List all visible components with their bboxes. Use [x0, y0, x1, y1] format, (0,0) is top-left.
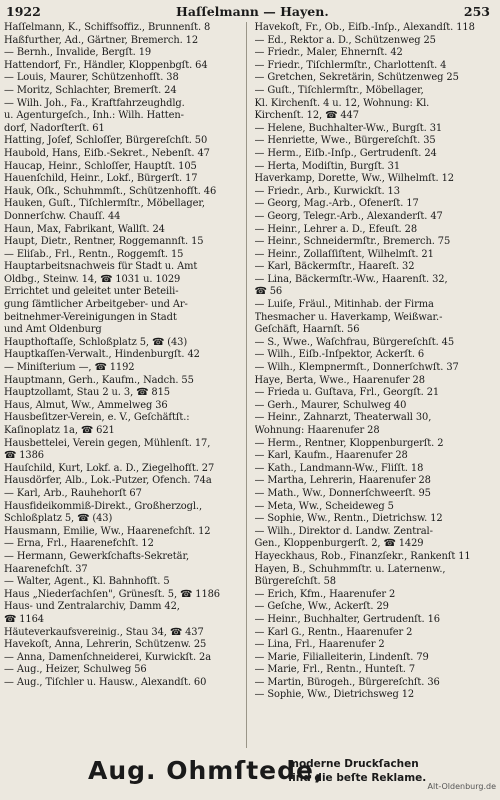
directory-entry-line: Hatting, Joſef, Schloſſer, Bürgereſchſt. 50 [4, 135, 208, 147]
directory-entry-line: Haverkamp, Dorette, Ww., Wilhelmſt. 12 [254, 173, 454, 185]
directory-entry-line: ☎ 1164 [4, 613, 44, 625]
directory-entry-line: Hauptmann, Gerh., Kaufm., Nadch. 55 [4, 374, 194, 386]
directory-entry-line: Haus, Almut, Ww., Ammelweg 36 [4, 399, 168, 411]
directory-entry-line: — Heinr., Schneidermſtr., Bremerch. 75 [254, 236, 451, 248]
directory-entry-line: Haye, Berta, Wwe., Haarenufer 28 [254, 374, 425, 386]
advertisement-footer [0, 752, 500, 792]
directory-entry-line: Haus- und Zentralarchiv, Damm 42, [4, 601, 180, 613]
directory-entry-line: — Erna, Frl., Haarenefchſt. 12 [4, 538, 154, 550]
directory-entry-line: Haus „Niederſachſen", Grünesſt. 5, ☎ 1186 [4, 588, 220, 600]
directory-entry-line: Kl. Kirchenſt. 4 u. 12, Wohnung: Kl. [254, 97, 430, 109]
directory-entry-line: u. Agenturgeſch., Inh.: Wilh. Hatten- [4, 110, 184, 122]
directory-entry-line: Haſſelmann, K., Schiffsoffiz., Brunnenſt. 8 [4, 22, 211, 33]
directory-entry-line: — Karl, Bäckermſtr., Haareſt. 32 [254, 261, 415, 273]
directory-entry-line: — Wilh. Joh., Fa., Kraftfahrzeughdlg. [4, 97, 185, 109]
directory-entry-line: — Karl, Arb., Rauhehorſt 67 [4, 487, 142, 499]
page-header [6, 4, 490, 20]
directory-entry-line: Hauptzollamt, Stau 2 u. 3, ☎ 815 [4, 387, 170, 399]
directory-entry-line: — Wilh., Klempnermſt., Donnerſchwſt. 37 [254, 362, 459, 374]
directory-entry-line: Donnerſchw. Chauſſ. 44 [4, 210, 121, 222]
directory-entry-line: — Martin, Bürogeh., Bürgereſchſt. 36 [254, 676, 440, 688]
directory-entry-line: — Meta, Ww., Scheideweg 5 [254, 500, 394, 512]
directory-entry-line: Hausmann, Emilie, Ww., Haarenefchſt. 12 [4, 525, 211, 537]
directory-entry-line: Hayeckhaus, Rob., Finanzſekr., Rankenſt 11 [254, 550, 471, 562]
directory-entry-line: — Geſche, Ww., Ackerſt. 29 [254, 601, 389, 613]
directory-entry-line: gung ſämtlicher Arbeitgeber- und Ar- [4, 299, 188, 311]
directory-entry-line: — Lina, Frl., Haarenufer 2 [254, 639, 385, 651]
directory-entry-line: Oldbg., Steinw. 14, ☎ 1031 u. 1029 [4, 273, 181, 285]
directory-entry-line: Haarenefchſt. 37 [4, 563, 88, 575]
directory-entry-line: — Herta, Modiſtin, Burgſt. 31 [254, 160, 401, 172]
directory-entry-line: — Kath., Landmann-Ww., Fliſſt. 18 [254, 462, 424, 474]
directory-entry-line: — Hermann, Gewerkſchafts-Sekretär, [4, 550, 190, 562]
directory-entry-line: — Karl, Kaufm., Haarenufer 28 [254, 450, 408, 462]
directory-entry-line: — Miniſterium —, ☎ 1192 [4, 362, 135, 374]
directory-entry-line: — Aug., Tiſchler u. Hausw., Alexandſt. 60 [4, 676, 207, 688]
directory-entry-line: Hayen, B., Schuhmmſtr. u. Laternenw., [254, 563, 446, 575]
directory-entry-line: — Sophie, Ww., Rentn., Dietrichsw. 12 [254, 513, 443, 525]
directory-entry-line: Bürgereſchſt. 58 [254, 576, 336, 588]
directory-entry-line: und Amt Oldenburg [4, 324, 102, 336]
directory-entry-line: — Wilh., Eiſb.-Inſpektor, Ackerſt. 6 [254, 349, 425, 361]
directory-entry-line: Haun, Max, Fabrikant, Wallſt. 24 [4, 223, 165, 235]
directory-entry-line: — Aug., Heizer, Schulweg 56 [4, 664, 147, 676]
directory-entry-line: — Walter, Agent., Kl. Bahnhofſt. 5 [4, 576, 170, 588]
directory-entry-line: — Moritz, Schlachter, Bremerſt. 24 [4, 84, 177, 96]
directory-entry-line: Hausfideikommiß-Direkt., Großherzogl., [4, 500, 203, 512]
directory-entry-line: Havekoſt, Anna, Lehrerin, Schützenw. 25 [4, 639, 207, 651]
directory-entry-line: Hauk, Oſk., Schuhmmſt., Schützenhofſt. 46 [4, 185, 217, 197]
directory-entry-line: — Friedr., Tiſchlermſtr., Charlottenſt. 4 [254, 59, 447, 71]
watermark-text: Alt-Oldenburg.de [427, 782, 496, 791]
directory-entry-line: Schloßplatz 5, ☎ (43) [4, 513, 113, 525]
directory-entry-line: — Sophie, Ww., Dietrichsweg 12 [254, 689, 415, 701]
directory-entry-line: — Herm., Rentner, Kloppenburgerſt. 2 [254, 437, 444, 449]
advertisement-line-1: moderne Druckſachen [288, 758, 419, 770]
page-number: 253 [463, 4, 490, 19]
directory-entry-line: beitnehmer-Vereinigungen in Stadt [4, 311, 177, 323]
directory-entry-line: — Georg, Telegr.-Arb., Alexanderſt. 47 [254, 210, 443, 222]
directory-columns [4, 22, 494, 748]
directory-entry-line: — Gerh., Maurer, Schulweg 40 [254, 399, 407, 411]
directory-entry-line: dorf, Nadorſterſt. 61 [4, 122, 105, 134]
directory-entry-line: — Henriette, Wwe., Bürgereſchſt. 35 [254, 135, 436, 147]
directory-entry-line: — Gretchen, Sekretärin, Schützenweg 25 [254, 72, 459, 84]
column-divider [246, 22, 247, 748]
page-year: 1922 [6, 4, 41, 19]
directory-entry-line: Hausdörfer, Alb., Lok.-Putzer, Ofench. 74a [4, 475, 212, 487]
directory-entry-line: — Frieda u. Guſtava, Frl., Georgſt. 21 [254, 387, 440, 399]
directory-entry-line: — Luiſe, Fräul., Mitinhab. der Firma [254, 299, 434, 311]
directory-entry-line: Hauptarbeitsnachweis für Stadt u. Amt [4, 261, 198, 273]
directory-entry-line: — Erich, Kfm., Haarenufer 2 [254, 588, 396, 600]
right-column [249, 22, 495, 748]
directory-entry-line: Hauptkaſſen-Verwalt., Hindenburgſt. 42 [4, 349, 200, 361]
directory-entry-line: — Eliſab., Frl., Rentn., Roggemſt. 15 [4, 248, 184, 260]
directory-entry-line: Häuteverkaufsvereinig., Stau 34, ☎ 437 [4, 626, 204, 638]
directory-entry-line: Haucap, Heinr., Schloſſer, Hauptſt. 105 [4, 160, 197, 172]
directory-entry-line: — Bernh., Invalide, Bergſt. 19 [4, 47, 152, 59]
directory-entry-line: — Martha, Lehrerin, Haarenufer 28 [254, 475, 431, 487]
directory-entry-line: — Friedr., Arb., Kurwickſt. 13 [254, 185, 400, 197]
directory-entry-line: — Friedr., Maler, Ehnernſt. 42 [254, 47, 403, 59]
directory-entry-line: — Marie, Frl., Rentn., Hunteſt. 7 [254, 664, 416, 676]
directory-entry-line: Hattendorf, Fr., Händler, Kloppenbgſt. 64 [4, 59, 208, 71]
directory-entry-line: — Heinr., Buchhalter, Gertrudenſt. 16 [254, 613, 440, 625]
directory-entry-line: Hauenſchild, Heinr., Lokf., Bürgerſt. 17 [4, 173, 198, 185]
directory-entry-line: — Guſt., Tiſchlermſtr., Möbellager, [254, 84, 424, 96]
directory-entry-line: — Math., Ww., Donnerſchweerſt. 95 [254, 487, 431, 499]
directory-entry-line: — Karl G., Rentn., Haarenufer 2 [254, 626, 413, 638]
directory-entry-line: Geſchäft, Haarnſt. 56 [254, 324, 360, 336]
directory-entry-line: — Marie, Filialleiterin, Lindenſt. 79 [254, 651, 429, 663]
directory-entry-line: — Wilh., Direktor d. Landw. Zentral- [254, 525, 433, 537]
directory-entry-line: Wohnung: Haarenufer 28 [254, 425, 380, 436]
directory-entry-line: — Helene, Buchhalter-Ww., Burgſt. 31 [254, 122, 443, 134]
directory-entry-line: — Georg, Mag.-Arb., Ofenerſt. 17 [254, 198, 419, 210]
advertisement-line-2: find die beſte Reklame. [288, 772, 427, 784]
directory-entry-line: — Heinr., Zollaſſiſtent, Wilhelmſt. 21 [254, 248, 434, 260]
directory-entry-line: Hauſchild, Kurt, Lokf. a. D., Ziegelhofſt. 27 [4, 462, 215, 474]
directory-entry-line: Haßfurther, Ad., Gärtner, Bremerch. 12 [4, 34, 199, 46]
directory-entry-line: Errichtet und geleitet unter Beteili- [4, 286, 179, 298]
directory-entry-line: — Heinr., Lehrer a. D., Efeuſt. 28 [254, 223, 418, 235]
directory-entry-line: Hausbeſitzer-Verein, e. V., Geſchäftſt.: [4, 412, 190, 424]
directory-entry-line: Gen., Kloppenburgerſt. 2, ☎ 1429 [254, 538, 424, 550]
directory-entry-line: ☎ 56 [254, 286, 283, 298]
directory-entry-line: Hausbettelei, Verein gegen, Mühlenſt. 17, [4, 437, 211, 449]
directory-entry-line: Haubold, Hans, Eiſb.-Sekret., Nebenſt. 47 [4, 147, 210, 159]
directory-entry-line: Thesmacher u. Haverkamp, Weißwar.- [254, 311, 443, 323]
directory-entry-line: Haupthoftaſſe, Schloßplatz 5, ☎ (43) [4, 336, 188, 348]
directory-entry-line: — Lina, Bäckermſtr.-Ww., Haarenſt. 32, [254, 273, 448, 285]
directory-entry-line: — Herm., Eiſb.-Inſp., Gertrudenſt. 24 [254, 147, 437, 159]
directory-entry-line: Havekoſt, Fr., Ob., Eiſb.-Inſp., Alexandſt. 118 [254, 22, 475, 33]
directory-entry-line: Kirchenſt. 12, ☎ 447 [254, 110, 359, 122]
directory-entry-line: Haupt, Dietr., Rentner, Roggemannſt. 15 [4, 236, 204, 248]
directory-entry-line: — S., Wwe., Waſchfrau, Bürgereſchſt. 45 [254, 336, 455, 348]
directory-entry-line: Kaſinoplatz 1a, ☎ 621 [4, 425, 115, 436]
left-column [4, 22, 244, 748]
directory-entry-line: — Ed., Rektor a. D., Schützenweg 25 [254, 34, 436, 46]
page-title: Haſſelmann — Hayen. [176, 4, 329, 19]
advertiser-name: Aug. Ohmſtede, [88, 756, 325, 785]
directory-entry-line: Hauken, Guſt., Tiſchlermſtr., Möbellager, [4, 198, 205, 210]
directory-entry-line: — Louis, Maurer, Schützenhofſt. 38 [4, 72, 179, 84]
directory-entry-line: ☎ 1386 [4, 450, 44, 462]
directory-entry-line: — Heinr., Zahnarzt, Theaterwall 30, [254, 412, 432, 424]
directory-entry-line: — Anna, Damenſchneiderei, Kurwickſt. 2a [4, 651, 212, 663]
